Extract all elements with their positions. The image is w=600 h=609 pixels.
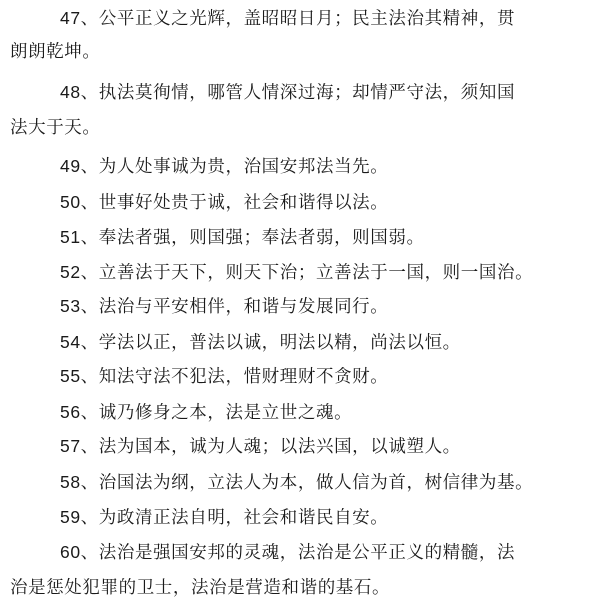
item-number: 51、 xyxy=(60,227,99,247)
item-number: 59、 xyxy=(60,507,99,527)
list-item-54 xyxy=(60,330,461,354)
item-text: 法为国本，诚为人魂；以法兴国，以诚塑人。 xyxy=(98,437,461,457)
item-number: 47、 xyxy=(60,8,99,28)
item-text: 世事好处贵于诚，社会和谐得以法。 xyxy=(98,193,389,213)
item-number: 57、 xyxy=(60,436,99,456)
item-text: 法治是强国安邦的灵魂，法治是公平正义的精髓，法 xyxy=(98,543,516,563)
list-item-49 xyxy=(60,154,388,178)
item-text: 知法守法不犯法，惜财理财不贪财。 xyxy=(98,367,389,387)
item-text: 奉法者强，则国强；奉法者弱，则国弱。 xyxy=(98,228,425,248)
item-number: 48、 xyxy=(60,82,99,102)
item-number: 49、 xyxy=(60,156,99,176)
list-item-60-line-2: 治是惩处犯罪的卫士，法治是营造和谐的基石。 xyxy=(10,578,391,598)
list-item-57 xyxy=(60,434,461,458)
item-number: 53、 xyxy=(60,296,99,316)
item-number: 58、 xyxy=(60,472,99,492)
item-text: 为政清正法自明，社会和谐民自安。 xyxy=(98,508,389,528)
item-text: 公平正义之光辉，盖昭昭日月；民主法治其精神，贯 xyxy=(98,9,516,29)
list-item-59 xyxy=(60,505,388,529)
item-text: 执法莫徇情，哪管人情深过海；却情严守法，须知国 xyxy=(98,83,516,103)
item-number: 56、 xyxy=(60,402,99,422)
list-item-47-line-1 xyxy=(60,6,515,30)
item-number: 60、 xyxy=(60,542,99,562)
list-item-56 xyxy=(60,400,352,424)
list-item-47-line-2: 朗朗乾坤。 xyxy=(10,42,101,62)
item-text: 法治与平安相伴，和谐与发展同行。 xyxy=(98,297,389,317)
list-item-60-line-1 xyxy=(60,540,515,564)
list-item-58 xyxy=(60,470,533,494)
list-item-48-line-2: 法大于天。 xyxy=(10,118,101,138)
item-text: 诚乃修身之本，法是立世之魂。 xyxy=(98,403,353,423)
item-number: 52、 xyxy=(60,262,99,282)
item-number: 54、 xyxy=(60,332,99,352)
list-item-48-line-1 xyxy=(60,80,515,104)
item-text: 立善法于天下，则天下治；立善法于一国，则一国治。 xyxy=(98,263,534,283)
list-item-53 xyxy=(60,294,388,318)
item-text: 为人处事诚为贵，治国安邦法当先。 xyxy=(98,157,389,177)
list-item-50 xyxy=(60,190,388,214)
item-text: 治国法为纲，立法人为本，做人信为首，树信律为基。 xyxy=(98,473,534,493)
item-text: 学法以正，普法以诚，明法以精，尚法以恒。 xyxy=(98,333,461,353)
item-number: 55、 xyxy=(60,366,99,386)
list-item-55 xyxy=(60,364,388,388)
list-item-52 xyxy=(60,260,533,284)
item-number: 50、 xyxy=(60,192,99,212)
list-item-51 xyxy=(60,225,425,249)
